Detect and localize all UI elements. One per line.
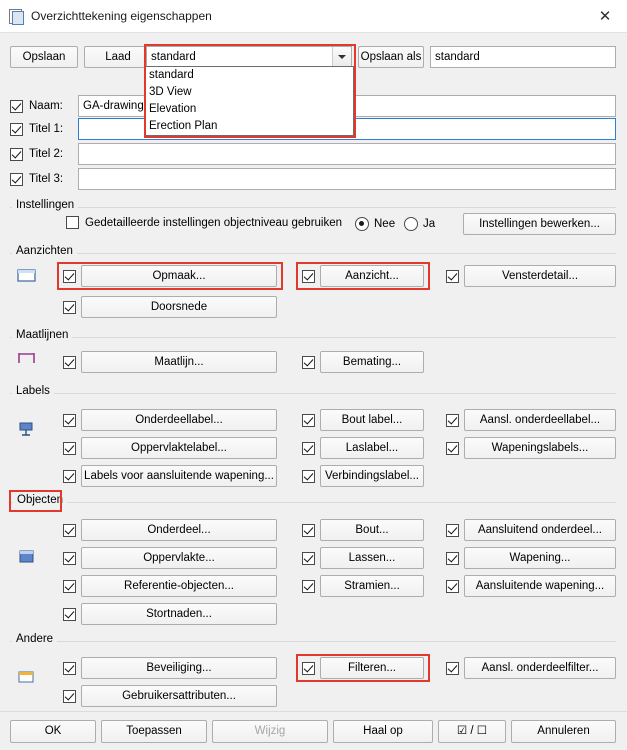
name-label: Naam: <box>29 100 63 112</box>
onderdeel-checkbox[interactable] <box>63 524 76 537</box>
preset-combo[interactable] <box>146 46 352 68</box>
detailed-settings-label: Gedetailleerde instellingen objectniveau gebruiken <box>85 216 343 229</box>
dimensions-separator <box>10 337 616 338</box>
title3-input[interactable] <box>78 168 616 190</box>
save-as-input[interactable]: standard <box>430 46 616 68</box>
title3-row <box>10 168 73 190</box>
referentie-objecten-button[interactable]: Referentie-objecten... <box>81 575 277 597</box>
aansl-onderdeellabel-button[interactable]: Aansl. onderdeellabel... <box>464 409 616 431</box>
oppervlaktelabel-button[interactable]: Oppervlaktelabel... <box>81 437 277 459</box>
edit-settings-button[interactable]: Instellingen bewerken... <box>463 213 616 235</box>
opmaak-checkbox[interactable] <box>63 270 76 283</box>
toggle-checkboxes-button[interactable]: ☑ / ☐ <box>438 720 506 743</box>
view-icon <box>16 267 38 287</box>
window-title: Overzichttekening eigenschappen <box>31 9 212 23</box>
onderdeellabel-button[interactable]: Onderdeellabel... <box>81 409 277 431</box>
wapening-button[interactable]: Wapening... <box>464 547 616 569</box>
views-caption: Aanzichten <box>12 245 77 257</box>
bout-label-button[interactable]: Bout label... <box>320 409 424 431</box>
stortnaden-checkbox[interactable] <box>63 608 76 621</box>
dimension-icon <box>16 349 38 369</box>
name-row <box>10 95 73 117</box>
wapeningslabels-checkbox[interactable] <box>446 442 459 455</box>
vensterdetail-checkbox[interactable] <box>446 270 459 283</box>
aansluitend-onderdeel-checkbox[interactable] <box>446 524 459 537</box>
preset-dropdown-list[interactable] <box>144 66 354 136</box>
save-as-button[interactable]: Opslaan als <box>358 46 424 68</box>
bemating-button[interactable]: Bemating... <box>320 351 424 373</box>
close-icon[interactable]: ✕ <box>598 7 612 25</box>
aansl-onderdeelfilter-checkbox[interactable] <box>446 662 459 675</box>
bout-checkbox[interactable] <box>302 524 315 537</box>
verbindingslabel-checkbox[interactable] <box>302 470 315 483</box>
doorsnede-button[interactable]: Doorsnede <box>81 296 277 318</box>
dropdown-item-3d-view[interactable]: 3D View <box>149 86 192 98</box>
title-bar <box>0 0 627 33</box>
labels-aansluitende-wapening-button[interactable]: Labels voor aansluitende wapening... <box>81 465 277 487</box>
detailed-settings-row <box>66 216 342 229</box>
radio-yes-option[interactable] <box>404 217 435 231</box>
name-input[interactable]: GA-drawing <box>78 95 616 117</box>
title3-label: Titel 3: <box>29 173 64 185</box>
aansl-onderdeellabel-checkbox[interactable] <box>446 414 459 427</box>
apply-button[interactable]: Toepassen <box>101 720 207 743</box>
dialog-footer <box>0 711 627 750</box>
vensterdetail-button[interactable]: Vensterdetail... <box>464 265 616 287</box>
title1-row <box>10 118 73 140</box>
aansl-onderdeelfilter-button[interactable]: Aansl. onderdeelfilter... <box>464 657 616 679</box>
radio-yes[interactable] <box>404 217 418 231</box>
aansluitend-onderdeel-button[interactable]: Aansluitend onderdeel... <box>464 519 616 541</box>
labels-aansluitende-wapening-checkbox[interactable] <box>63 470 76 483</box>
cancel-button[interactable]: Annuleren <box>511 720 616 743</box>
stortnaden-button[interactable]: Stortnaden... <box>81 603 277 625</box>
dropdown-item-standard[interactable]: standard <box>145 67 353 84</box>
wapeningslabels-button[interactable]: Wapeningslabels... <box>464 437 616 459</box>
title2-row <box>10 143 73 165</box>
other-caption: Andere <box>12 633 57 645</box>
lassen-button[interactable]: Lassen... <box>320 547 424 569</box>
bout-label-checkbox[interactable] <box>302 414 315 427</box>
detailed-settings-checkbox[interactable] <box>66 216 79 229</box>
dropdown-item-elevation[interactable]: Elevation <box>149 103 197 115</box>
radio-no-label: Nee <box>374 218 396 230</box>
stramien-button[interactable]: Stramien... <box>320 575 424 597</box>
title3-checkbox[interactable] <box>10 173 23 186</box>
save-button[interactable]: Opslaan <box>10 46 78 68</box>
aanzicht-checkbox[interactable] <box>302 270 315 283</box>
load-button[interactable]: Laad <box>84 46 152 68</box>
ok-button[interactable]: OK <box>10 720 96 743</box>
labels-caption: Labels <box>12 385 54 397</box>
preset-combo-value: standard <box>151 51 196 63</box>
maatlijn-checkbox[interactable] <box>63 356 76 369</box>
chevron-down-icon[interactable] <box>332 47 351 67</box>
radio-no-option[interactable] <box>355 217 395 231</box>
onderdeellabel-checkbox[interactable] <box>63 414 76 427</box>
dropdown-item-erection-plan[interactable]: Erection Plan <box>149 120 218 132</box>
title1-checkbox[interactable] <box>10 123 23 136</box>
radio-no[interactable] <box>355 217 369 231</box>
opmaak-button[interactable]: Opmaak... <box>81 265 277 287</box>
title2-checkbox[interactable] <box>10 148 23 161</box>
get-button[interactable]: Haal op <box>333 720 433 743</box>
bout-button[interactable]: Bout... <box>320 519 424 541</box>
filteren-button[interactable]: Filteren... <box>320 657 424 679</box>
views-separator <box>10 253 616 254</box>
label-icon <box>16 420 38 440</box>
modify-button: Wijzig <box>212 720 328 743</box>
oppervlakte-button[interactable]: Oppervlakte... <box>81 547 277 569</box>
radio-yes-label: Ja <box>423 218 436 230</box>
name-checkbox[interactable] <box>10 100 23 113</box>
maatlijn-button[interactable]: Maatlijn... <box>81 351 277 373</box>
oppervlakte-checkbox[interactable] <box>63 552 76 565</box>
verbindingslabel-button[interactable]: Verbindingslabel... <box>320 465 424 487</box>
lassen-checkbox[interactable] <box>302 552 315 565</box>
other-icon <box>16 668 38 688</box>
labels-separator <box>10 393 616 394</box>
laslabel-checkbox[interactable] <box>302 442 315 455</box>
aanzicht-button[interactable]: Aanzicht... <box>320 265 424 287</box>
settings-caption: Instellingen <box>12 199 78 211</box>
filteren-checkbox[interactable] <box>302 662 315 675</box>
doorsnede-checkbox[interactable] <box>63 301 76 314</box>
laslabel-button[interactable]: Laslabel... <box>320 437 424 459</box>
title2-input[interactable] <box>78 143 616 165</box>
referentie-objecten-checkbox[interactable] <box>63 580 76 593</box>
objects-separator <box>10 502 616 503</box>
title1-label: Titel 1: <box>29 123 64 135</box>
aansluitende-wapening-button[interactable]: Aansluitende wapening... <box>464 575 616 597</box>
gebruikersattributen-button[interactable]: Gebruikersattributen... <box>81 685 277 707</box>
oppervlaktelabel-checkbox[interactable] <box>63 442 76 455</box>
onderdeel-button[interactable]: Onderdeel... <box>81 519 277 541</box>
dimensions-caption: Maatlijnen <box>12 329 72 341</box>
beveiliging-button[interactable]: Beveiliging... <box>81 657 277 679</box>
wapening-checkbox[interactable] <box>446 552 459 565</box>
title2-label: Titel 2: <box>29 148 64 160</box>
bemating-checkbox[interactable] <box>302 356 315 369</box>
objects-icon <box>16 548 38 568</box>
other-separator <box>10 641 616 642</box>
aansluitende-wapening-checkbox[interactable] <box>446 580 459 593</box>
objects-caption: Objecten <box>13 494 67 506</box>
drawing-properties-icon <box>8 8 24 24</box>
beveiliging-checkbox[interactable] <box>63 662 76 675</box>
gebruikersattributen-checkbox[interactable] <box>63 690 76 703</box>
stramien-checkbox[interactable] <box>302 580 315 593</box>
settings-separator <box>10 207 616 208</box>
